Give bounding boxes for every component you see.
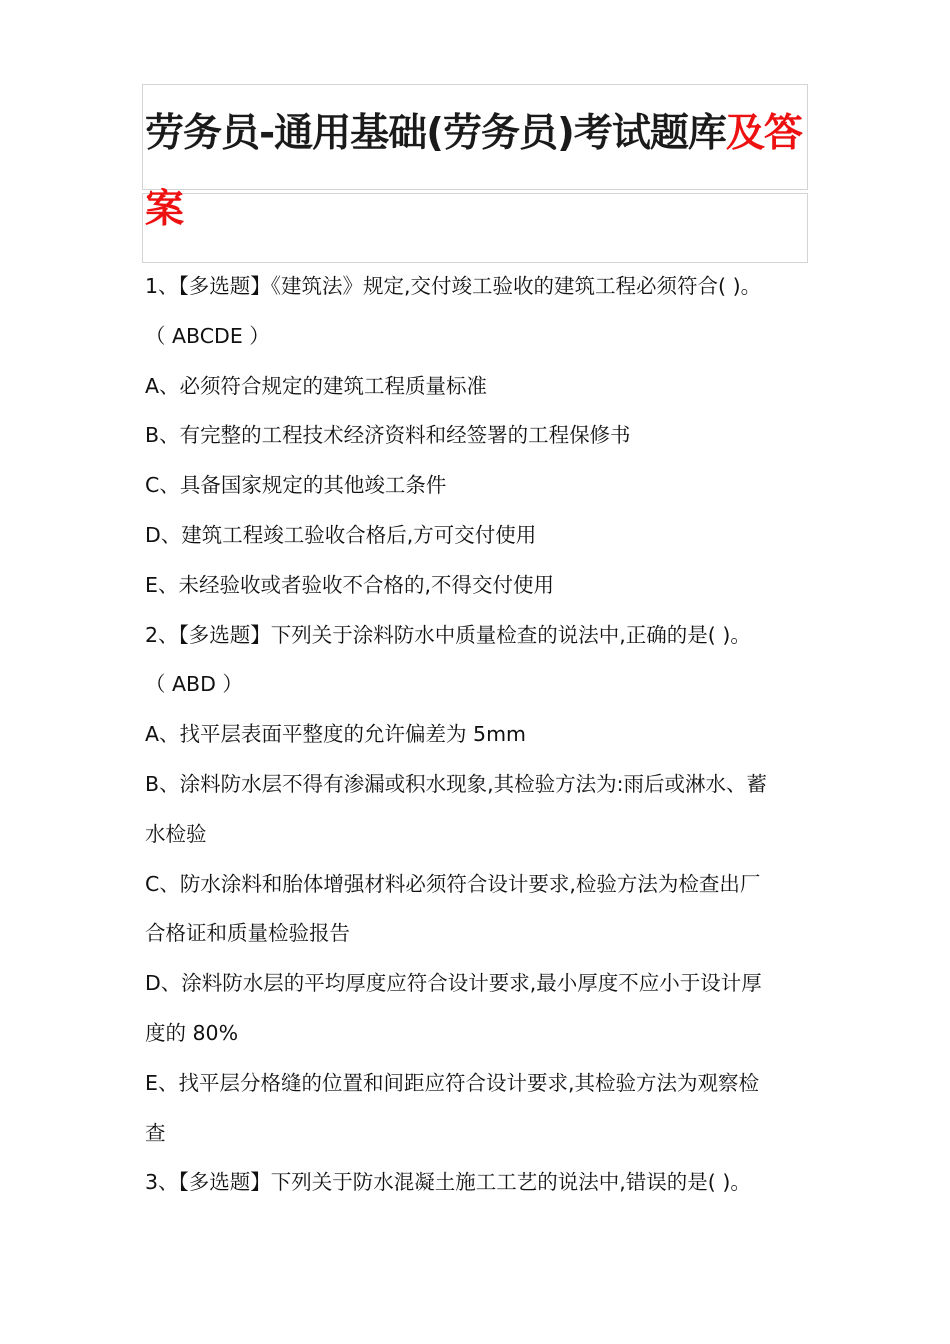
- question-body: [145, 262, 813, 1208]
- q2-option-e-cont: 查: [145, 1120, 166, 1145]
- q2-option-b-cont: 水检验: [145, 821, 207, 846]
- q2-option-d: D、涂料防水层的平均厚度应符合设计要求,最小厚度不应小于设计厚: [145, 971, 762, 996]
- q1-option-d: D、建筑工程竣工验收合格后,方可交付使用: [145, 522, 537, 547]
- q2-answer: （ ABD ）: [145, 672, 243, 697]
- q1-option-c: C、具备国家规定的其他竣工条件: [145, 473, 447, 498]
- title-accent: 及答案: [145, 111, 802, 232]
- q2-option-c: C、防水涂料和胎体增强材料必须符合设计要求,检验方法为检查出厂: [145, 871, 761, 896]
- q2-option-b: B、涂料防水层不得有渗漏或积水现象,其检验方法为:雨后或淋水、蓄: [145, 771, 767, 796]
- q1-stem: 1、【多选题】《建筑法》规定,交付竣工验收的建筑工程必须符合( )。: [145, 274, 762, 298]
- q3-stem: 3、【多选题】下列关于防水混凝土施工工艺的说法中,错误的是( )。: [145, 1170, 751, 1195]
- document-title: [145, 96, 815, 248]
- q1-option-b: B、有完整的工程技术经济资料和经签署的工程保修书: [145, 423, 631, 448]
- q2-option-a: A、找平层表面平整度的允许偏差为 5mm: [145, 722, 527, 747]
- q2-option-d-cont: 度的 80%: [145, 1020, 239, 1045]
- q2-stem: 2、【多选题】下列关于涂料防水中质量检查的说法中,正确的是( )。: [145, 622, 751, 647]
- q1-answer: （ ABCDE ）: [145, 323, 270, 348]
- q1-option-a: A、必须符合规定的建筑工程质量标准: [145, 373, 488, 398]
- title-main: 劳务员-通用基础(劳务员)考试题库: [145, 111, 726, 156]
- q2-option-c-cont: 合格证和质量检验报告: [145, 921, 350, 946]
- q2-option-e: E、找平层分格缝的位置和间距应符合设计要求,其检验方法为观察检: [145, 1070, 759, 1095]
- q1-option-e: E、未经验收或者验收不合格的,不得交付使用: [145, 572, 554, 597]
